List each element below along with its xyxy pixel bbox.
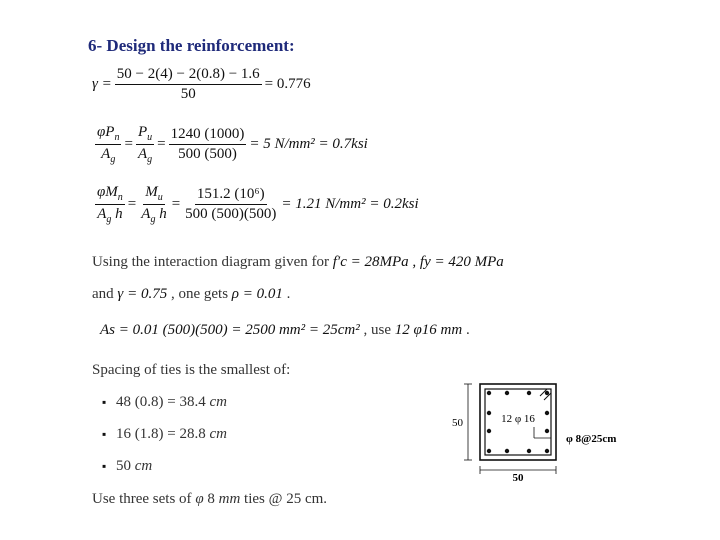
- conclusion-unit: mm: [218, 491, 241, 507]
- conclusion-post: ties @ 25 cm.: [240, 491, 328, 507]
- moment-f1-num-sub: n: [117, 192, 123, 203]
- axial-f1-num: φP: [97, 124, 115, 140]
- axial-f1-num-sub: n: [114, 132, 120, 143]
- section-heading: 6- Design the reinforcement:: [88, 36, 295, 55]
- gamma-lhs: γ =: [92, 76, 112, 92]
- axial-fraction-2: [136, 124, 154, 165]
- spacing-item: [102, 394, 227, 411]
- spacing-item-expr: 16 (1.8) = 28.8: [116, 426, 206, 442]
- axial-fraction-1: [95, 124, 121, 165]
- moment-f2-den-tail: h: [155, 206, 167, 222]
- as-bars: 12 φ16 mm: [394, 322, 463, 338]
- column-section-diagram: [448, 372, 658, 484]
- side-dimension-label: 50: [452, 417, 463, 429]
- axial-f1-den-sub: g: [110, 154, 116, 165]
- rebar-dot: [487, 411, 491, 415]
- bars-label: 12 φ 16: [501, 413, 535, 425]
- moment-f3-den: 500 (500)(500): [185, 206, 277, 222]
- spacing-item-unit: cm: [209, 426, 227, 442]
- spacing-title: Spacing of ties is the smallest of:: [92, 362, 291, 378]
- conclusion-phi: φ: [195, 491, 204, 507]
- moment-f1-den-tail: h: [111, 206, 123, 222]
- gamma-denominator: 50: [180, 86, 196, 102]
- axial-rhs: = 5 N/mm² = 0.7ksi: [249, 136, 368, 152]
- moment-f1-den: A: [97, 206, 107, 222]
- rebar-dot: [545, 449, 549, 453]
- conclusion-line: [92, 491, 327, 508]
- ties-label: φ 8@25cm: [566, 433, 617, 445]
- interaction-line: [92, 254, 504, 271]
- rebar-dot: [487, 449, 491, 453]
- axial-f1-den: A: [101, 146, 111, 162]
- axial-equation: $\frac{\varphi P_n}{A_g}$ = $\frac{P_u}{A_g}$ = $\frac{1240 (1000)}{500 (500)}$ = 5 N/mm² = 0.7ksi: [97, 124, 368, 165]
- moment-f1-num: φM: [97, 184, 118, 200]
- axial-f2-den: A: [137, 146, 148, 162]
- axial-f3-den: 500 (500): [178, 146, 237, 162]
- interaction-text: Using the interaction diagram given for: [92, 254, 333, 270]
- gets-mid: , one gets: [167, 286, 232, 302]
- moment-equation: $\frac{\varphi M_n}{A_g h}$ = $\frac{M_u}{A_g h}$ = $\frac{\text{151.2 (10⁶)}}{500 (500)(500)}$ = 1.21 N/mm² = 0.2ksi: [97, 184, 419, 225]
- rebar-dot: [505, 391, 509, 395]
- axial-f2-num: P: [137, 124, 148, 140]
- gets-rho: ρ = 0.01: [231, 286, 283, 302]
- moment-fraction-3: [183, 186, 278, 223]
- rebar-dot: [487, 391, 491, 395]
- axial-f2-num-sub: u: [147, 132, 153, 143]
- axial-f3-num: 1240 (1000): [169, 126, 247, 145]
- gets-post: .: [282, 286, 291, 302]
- gamma-fraction: [115, 66, 262, 103]
- rebar-dot: [527, 449, 531, 453]
- spacing-item-expr: 50: [116, 458, 132, 474]
- gets-pre: and: [92, 286, 118, 302]
- rebar-dot: [545, 391, 549, 395]
- conclusion-mid: 8: [203, 491, 219, 507]
- gets-line: [92, 286, 290, 303]
- conclusion-pre: Use three sets of: [92, 491, 196, 507]
- moment-f2-num: M: [145, 184, 158, 200]
- moment-f1-den-sub: g: [106, 214, 112, 225]
- gets-gamma: γ = 0.75: [117, 286, 168, 302]
- spacing-item: [102, 426, 227, 443]
- rebar-dot: [545, 429, 549, 433]
- as-post: .: [462, 322, 470, 338]
- as-math: As = 0.01 (500)(500) = 2500 mm² = 25cm²: [100, 322, 360, 338]
- bottom-dimension-label: 50: [512, 472, 524, 484]
- rebar-dot: [505, 449, 509, 453]
- rebar-dot: [545, 411, 549, 415]
- rebar-dot: [487, 429, 491, 433]
- as-line: [100, 322, 470, 339]
- axial-fraction-3: [169, 126, 247, 163]
- axial-f2-den-sub: g: [147, 154, 153, 165]
- moment-rhs: = 1.21 N/mm² = 0.2ksi: [281, 196, 419, 212]
- spacing-item-unit: cm: [134, 458, 153, 474]
- spacing-item: [102, 458, 152, 475]
- moment-fraction-2: [139, 184, 168, 225]
- spacing-item-unit: cm: [209, 394, 227, 410]
- interaction-math: f′c = 28MPa , fy = 420 MPa: [332, 254, 504, 270]
- moment-f2-num-sub: u: [157, 192, 163, 203]
- moment-f2-den-sub: g: [150, 214, 156, 225]
- moment-fraction-1: [95, 184, 125, 225]
- moment-f3-num: 151.2 (10⁶): [195, 186, 267, 205]
- gamma-equation: [92, 66, 311, 103]
- as-mid: , use: [359, 322, 395, 338]
- gamma-numerator: 50 − 2(4) − 2(0.8) − 1.6: [115, 66, 262, 85]
- rebar-dot: [527, 391, 531, 395]
- gamma-rhs: = 0.776: [264, 76, 311, 92]
- spacing-item-expr: 48 (0.8) = 38.4: [116, 394, 206, 410]
- moment-f2-den: A: [141, 206, 151, 222]
